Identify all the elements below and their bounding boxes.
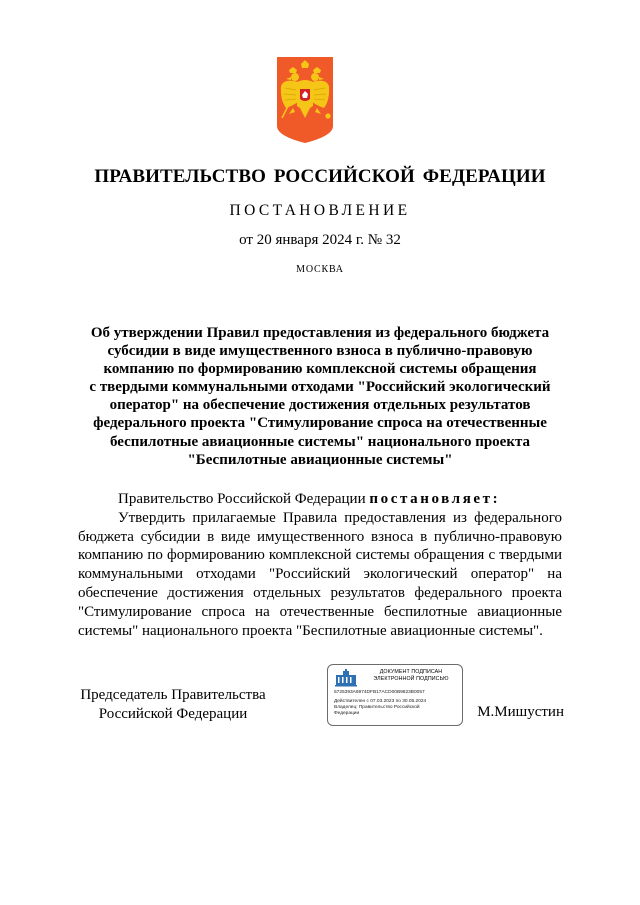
decree-main-text: Утвердить прилагаемые Правила предоставления из федерального бюджета субсидии в виде имущественного взноса в публично-правовую компанию по формированию комплексной системы обращения с твердыми коммунальными отходами "Российский экологический оператор" на обеспечение достижения отдельных результатов федерального проекта "Стимулирование спроса на отечественные беспилотные авиационные системы" национального проекта "Беспилотные авиационные системы". [78, 509, 562, 639]
coat-of-arms-emblem [276, 56, 334, 144]
signature-stamp-title [362, 669, 460, 683]
decree-prefix: Правительство Российской Федерации [118, 491, 366, 507]
certificate-number: 5725393A6974DFB17ACD00B9823B0057 [334, 690, 425, 695]
certificate-validity: Действителен с 07.03.2023 по 30.05.2024 [334, 699, 427, 704]
subject-line: "Беспилотные авиационные системы" [187, 451, 453, 468]
subject-line: субсидии в виде имущественного взноса в публично-правовую [107, 343, 533, 360]
stamp-title-line: ДОКУМЕНТ ПОДПИСАН [379, 669, 443, 675]
certificate-owner-continued: Федерации [334, 711, 360, 716]
document-date-number: от 20 января 2024 г. № 32 [239, 232, 401, 248]
subject-line: оператор" на обеспечение достижения отдельных результатов [109, 397, 531, 414]
decree-line [78, 490, 562, 509]
document-type: ПОСТАНОВЛЕНИЕ [229, 202, 411, 219]
subject-line: беспилотные авиационные системы" национального проекта [109, 433, 531, 450]
subject-line: с твердыми коммунальными отходами "Российский экологический [89, 379, 551, 396]
signatory-name: М.Мишустин [477, 704, 564, 720]
subject-line: Об утверждении Правил предоставления из федерального бюджета [90, 325, 550, 341]
decree-word: постановляет: [369, 491, 501, 507]
stamp-title-line: ЭЛЕКТРОННОЙ ПОДПИСЬЮ [373, 676, 449, 682]
electronic-signature-stamp [327, 664, 463, 726]
government-title: ПРАВИТЕЛЬСТВО РОССИЙСКОЙ ФЕДЕРАЦИИ [94, 166, 546, 187]
position-line: Председатель Правительства [80, 687, 266, 703]
government-building-icon [334, 669, 358, 687]
document-body [78, 490, 562, 640]
signatory-position [68, 686, 278, 723]
double-headed-eagle-icon [276, 56, 334, 144]
position-line: Российской Федерации [98, 705, 248, 722]
certificate-owner: Владелец: Правительство Российской [334, 705, 420, 710]
subject-line: федерального проекта "Стимулирование спроса на отечественные [93, 415, 547, 432]
subject-line: компанию по формированию комплексной системы обращения [103, 361, 537, 378]
document-city: МОСКВА [296, 264, 344, 275]
document-subject [70, 324, 570, 469]
